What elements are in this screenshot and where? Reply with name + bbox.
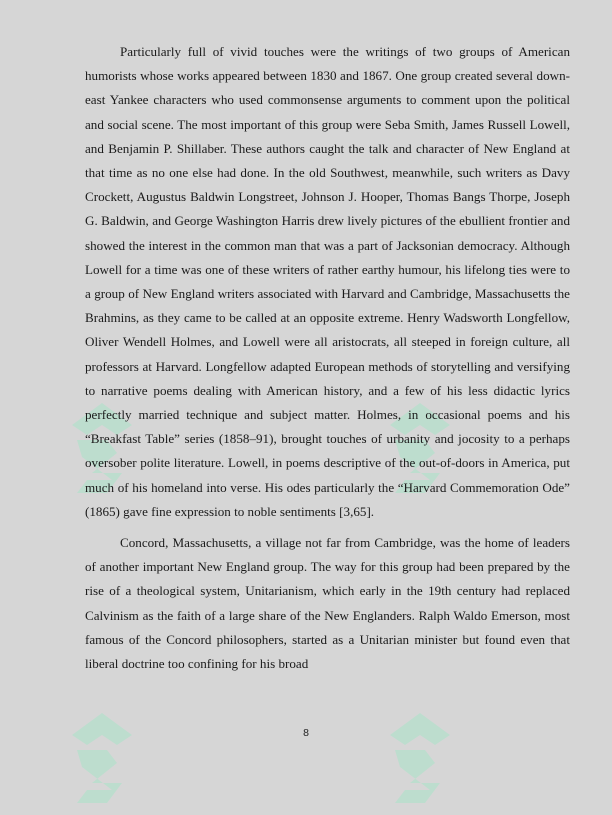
watermark-logo-icon (380, 705, 460, 815)
page-body (85, 40, 570, 683)
page-number: 8 (303, 727, 309, 739)
paragraph: Concord, Massachusetts, a village not far from Cambridge, was the home of leaders of another important New England group. The way for this group had been prepared by the rise of a theological system, Unitarianism, which early in the 19th century had replaced Calvinism as the faith of a large share of the New Englanders. Ralph Waldo Emerson, most famous of the Concord philosophers, started as a Unitarian minister but found even that liberal doctrine too confining for his broad (85, 535, 570, 672)
paragraph: Particularly full of vivid touches were the writings of two groups of American humorists whose works appeared between 1830 and 1867. One group created several down-east Yankee characters who used commonsense arguments to comment upon the political and social scene. The most important of this group were Seba Smith, James Russell Lowell, and Benjamin P. Shillaber. These authors caught the talk and character of New England at that time as no one else had done. In the old Southwest, meanwhile, such writers as Davy Crockett, Augustus Baldwin Longstreet, Johnson J. Hooper, Thomas Bangs Thorpe, Joseph G. Baldwin, and George Washington Harris drew lively pictures of the ebullient frontier and showed the interest in the common man that was a part of Jacksonian democracy. Although Lowell for a time was one of these writers of rather earthy humour, his lifelong ties were to a group of New England writers associated with Harvard and Cambridge, Massachusetts the Brahmins, as they came to be called at an opposite extreme. Henry Wadsworth Longfellow, Oliver Wendell Holmes, and Lowell were all aristocrats, all steeped in foreign culture, all professors at Harvard. Longfellow adapted European methods of storytelling and versifying to narrative poems dealing with American history, and a few of his less didactic lyrics perfectly married technique and subject matter. Holmes, in occasional poems and his “Breakfast Table” series (1858–91), brought touches of urbanity and jocosity to a perhaps oversober polite literature. Lowell, in poems descriptive of the out-of-doors in America, put much of his homeland into verse. His odes particularly the “Harvard Commemoration Ode” (1865) gave fine expression to noble sentiments [3,65]. (85, 44, 570, 519)
watermark-logo-icon (62, 705, 142, 815)
